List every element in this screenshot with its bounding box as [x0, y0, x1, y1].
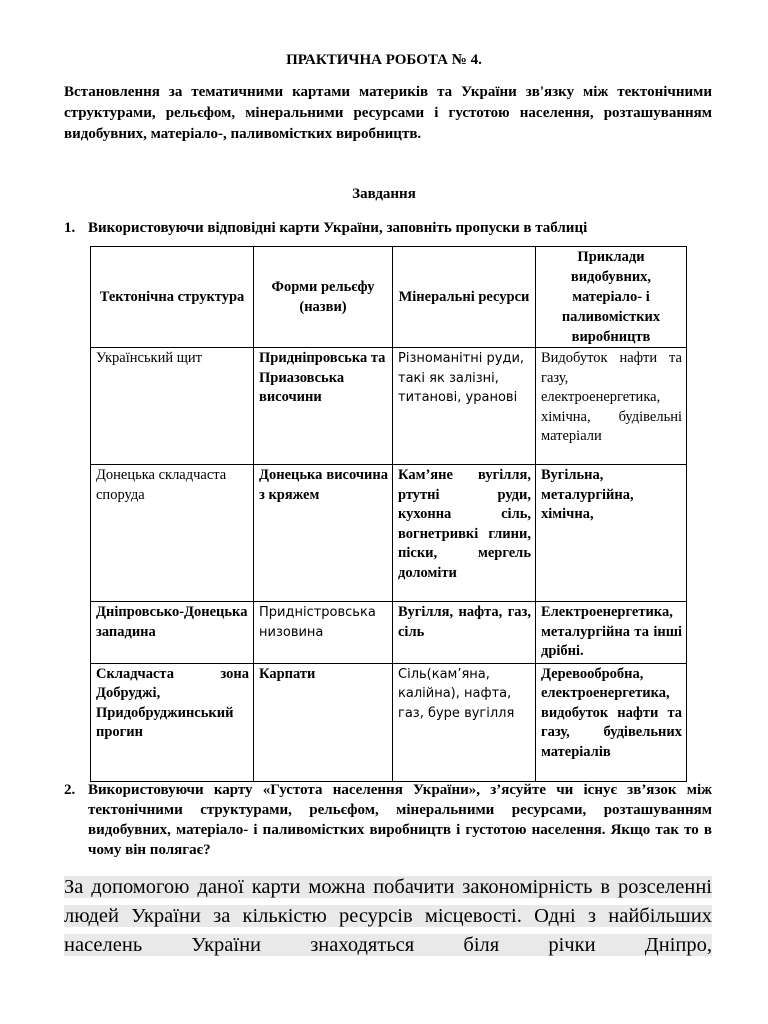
page-title: ПРАКТИЧНА РОБОТА № 4.: [286, 52, 482, 68]
task-1: [64, 218, 712, 238]
table-cell: Український щит: [91, 348, 254, 465]
table-row: [91, 348, 687, 465]
table-cell: Вугілля, нафта, газ, сіль: [393, 602, 536, 664]
table-cell: Видобуток нафти та газу, електроенергетика, хімічна, будівельні матеріали: [536, 348, 687, 465]
table-cell: Придніпровська та Приазовська височини: [254, 348, 393, 465]
table-cell: Донецька височина з кряжем: [254, 465, 393, 602]
table-cell: Кам’яне вугілля, ртутні руди, кухонна сіль, вогнетривкі глини, піски, мергель доломіти: [393, 465, 536, 602]
header-mineral-resources: Мінеральні ресурси: [393, 247, 536, 348]
table-row: [91, 602, 687, 664]
tasks-heading: Завдання: [352, 186, 416, 202]
table-header-row: [91, 247, 687, 348]
header-industries: Приклади видобувних, матеріало- і паливомістких виробництв: [536, 247, 687, 348]
answer-highlighted-text: За допомогою даної карти можна побачити закономірність в розселенні людей України за кількістю ресурсів місцевості. Одні з найбільших населень України знаходяться біля річки Дніпро,: [64, 876, 712, 956]
task-1-number: 1.: [64, 220, 76, 236]
table-row: [91, 663, 687, 781]
table-cell: Електроенергетика, металургійна та інші дрібні.: [536, 602, 687, 664]
table-cell: Вугільна, металургійна, хімічна,: [536, 465, 687, 602]
work-topic: Встановлення за тематичними картами материків та України зв'язку між тектонічними структурами, рельєфом, мінеральними ресурсами і густотою населення, розташуванням видобувних, матеріало-, паливомістких виробництв.: [64, 84, 712, 142]
table-cell: Дніпровсько-Донецька западина: [91, 602, 254, 664]
tectonic-table: [90, 246, 687, 782]
header-relief-forms: Форми рельєфу (назви): [254, 247, 393, 348]
table-cell: Донецька складчаста споруда: [91, 465, 254, 602]
table-cell: Карпати: [254, 663, 393, 781]
answer-text: [64, 873, 712, 960]
header-tectonic-structure: Тектонічна структура: [91, 247, 254, 348]
table-row: [91, 465, 687, 602]
task-2-text: Використовуючи карту «Густота населення України», з’ясуйте чи існує зв’язок між тектонічними структурами, рельєфом, мінеральними ресурсами, розташуванням видобувних, матеріало- і паливомістких виробництв і густотою населення. Якщо так то в чому він полягає?: [88, 782, 712, 858]
task-1-text: Використовуючи відповідні карти України, заповніть пропуски в таблиці: [88, 220, 588, 236]
table-cell: Сіль(кам’яна, калійна), нафта, газ, буре вугілля: [393, 663, 536, 781]
task-2-number: 2.: [64, 782, 76, 798]
table-cell: Різноманітні руди, такі як залізні, титанові, уранові: [393, 348, 536, 465]
table-cell: Складчаста зона Добруджі, Придобруджинський прогин: [91, 663, 254, 781]
table-cell: Деревообробна, електроенергетика, видобуток нафти та газу, будівельних матеріалів: [536, 663, 687, 781]
table-cell: Придністровська низовина: [254, 602, 393, 664]
task-2: [64, 780, 712, 860]
